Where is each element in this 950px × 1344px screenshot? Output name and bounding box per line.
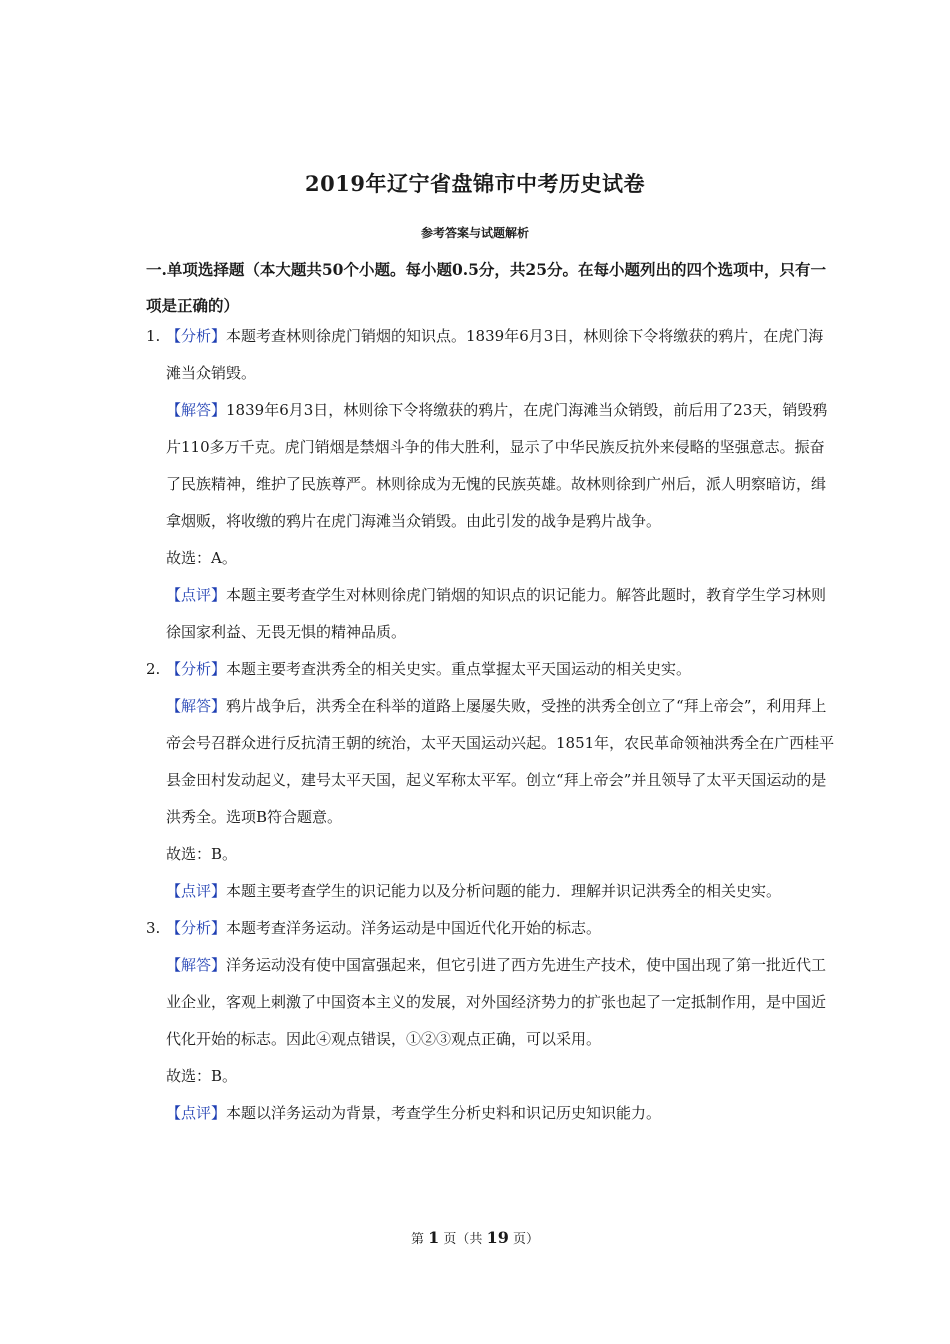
answer-block [166, 947, 836, 1058]
section-heading: 一.单项选择题（本大题共50个小题。每小题0.5分，共25分。在每小题列出的四个选项中，只有一项是正确的） [146, 260, 827, 315]
comment-block [166, 1095, 836, 1132]
answer-block [166, 392, 836, 540]
questions-list [146, 318, 836, 1132]
footer-total-pages: 19 [486, 1228, 509, 1247]
choice-line: 故选：A。 [166, 549, 237, 567]
comment-tag: 【点评】 [166, 1104, 227, 1122]
answer-tag: 【解答】 [166, 401, 227, 419]
analysis-tag: 【分析】 [166, 327, 227, 345]
comment-block [166, 873, 836, 910]
footer-suffix: 页） [512, 1232, 539, 1247]
answer-text: 洋务运动没有使中国富强起来，但它引进了西方先进生产技术，使中国出现了第一批近代工业企业，客观上刺激了中国资本主义的发展，对外国经济势力的扩张也起了一定抵制作用，是中国近代化开始的标志。因此④观点错误，①②③观点正确，可以采用。 [166, 956, 827, 1048]
analysis-text: 本题考查洋务运动。洋务运动是中国近代化开始的标志。 [226, 919, 602, 937]
comment-text: 本题主要考查学生的识记能力以及分析问题的能力．理解并识记洪秀全的相关史实。 [226, 882, 782, 900]
analysis-text: 本题考查林则徐虎门销烟的知识点。1839年6月3日，林则徐下令将缴获的鸦片，在虎门海滩当众销毁。 [166, 327, 824, 382]
comment-tag: 【点评】 [166, 586, 227, 604]
page-footer [0, 1228, 950, 1247]
answer-text: 1839年6月3日，林则徐下令将缴获的鸦片，在虎门海滩当众销毁，前后用了23天，销毁鸦片110多万千克。虎门销烟是禁烟斗争的伟大胜利，显示了中华民族反抗外来侵略的坚强意志。振奋了民族精神，维护了民族尊严。林则徐成为无愧的民族英雄。故林则徐到广州后，派人明察暗访，缉拿烟贩，将收缴的鸦片在虎门海滩当众销毁。由此引发的战争是鸦片战争。 [166, 401, 828, 530]
answer-tag: 【解答】 [166, 697, 227, 715]
analysis-block [166, 651, 836, 688]
analysis-tag: 【分析】 [166, 660, 227, 678]
question-number: 2. [146, 660, 161, 678]
footer-page-number: 1 [428, 1228, 440, 1247]
page-subtitle: 参考答案与试题解析 [420, 226, 529, 240]
question-number: 1. [146, 327, 161, 345]
question-item [146, 318, 836, 651]
comment-text: 本题以洋务运动为背景，考查学生分析史料和识记历史知识能力。 [226, 1104, 662, 1122]
answer-tag: 【解答】 [166, 956, 227, 974]
analysis-block [166, 318, 836, 392]
choice-line: 故选：B。 [166, 845, 238, 863]
question-item [146, 651, 836, 910]
analysis-tag: 【分析】 [166, 919, 227, 937]
question-item [146, 910, 836, 1132]
analysis-block [166, 910, 836, 947]
comment-tag: 【点评】 [166, 882, 227, 900]
page-title: 2019年辽宁省盘锦市中考历史试卷 [305, 171, 645, 196]
footer-middle: 页（共 [443, 1232, 483, 1247]
choice-line: 故选：B。 [166, 1067, 238, 1085]
question-number: 3. [146, 919, 161, 937]
comment-text: 本题主要考查学生对林则徐虎门销烟的知识点的识记能力。解答此题时，教育学生学习林则徐国家利益、无畏无惧的精神品质。 [166, 586, 827, 641]
answer-text: 鸦片战争后，洪秀全在科举的道路上屡屡失败，受挫的洪秀全创立了“拜上帝会”，利用拜上帝会号召群众进行反抗清王朝的统治，太平天国运动兴起。1851年，农民革命领袖洪秀全在广西桂平县金田村发动起义，建号太平天国，起义军称太平军。创立“拜上帝会”并且领导了太平天国运动的是洪秀全。选项B符合题意。 [166, 697, 835, 826]
analysis-text: 本题主要考查洪秀全的相关史实。重点掌握太平天国运动的相关史实。 [226, 660, 692, 678]
answer-block [166, 688, 836, 836]
comment-block [166, 577, 836, 651]
footer-prefix: 第 [410, 1232, 424, 1247]
